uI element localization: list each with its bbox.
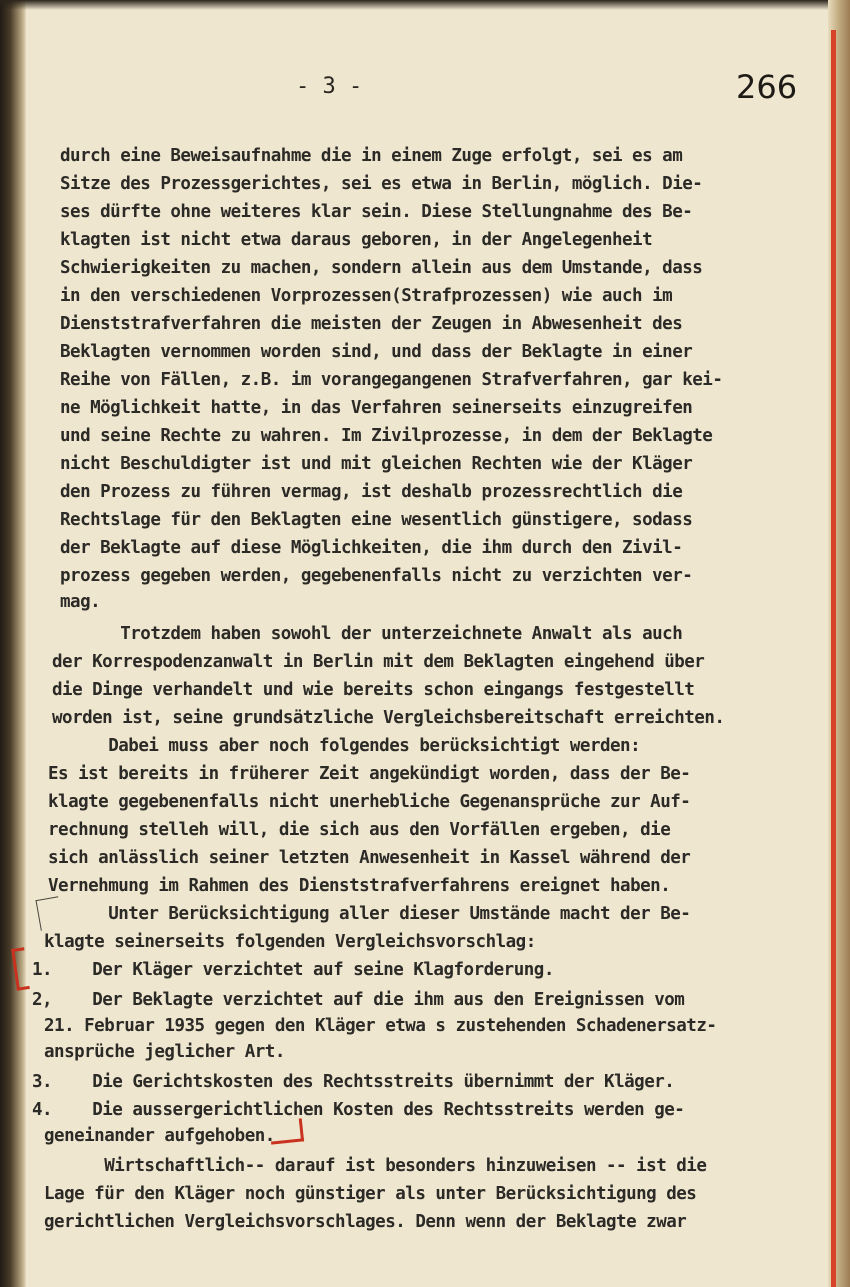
body-line: durch eine Beweisaufnahme die in einem Zuge erfolgt, sei es am: [60, 146, 683, 166]
body-line: klagte gegebenenfalls nicht unerhebliche Gegenansprüche zur Auf-: [48, 792, 691, 812]
body-line: sich anlässlich seiner letzten Anwesenheit in Kassel während der: [48, 848, 691, 868]
body-line: der Beklagte auf diese Möglichkeiten, die ihm durch den Zivil-: [60, 538, 683, 558]
red-margin-rule: [831, 30, 836, 1287]
book-binding-shadow: [0, 0, 26, 1287]
body-line: den Prozess zu führen vermag, ist deshalb prozessrechtlich die: [60, 482, 683, 502]
body-line: Lage für den Kläger noch günstiger als unter Berücksichtigung des: [44, 1184, 697, 1204]
body-line: gerichtlichen Vergleichsvorschlages. Denn wenn der Beklagte zwar: [44, 1212, 687, 1232]
body-line: Trotzdem haben sowohl der unterzeichnete Anwalt als auch: [60, 624, 683, 644]
body-line: Wirtschaftlich-- darauf ist besonders hinzuweisen -- ist die: [44, 1156, 707, 1176]
body-line: nicht Beschuldigter ist und mit gleichen Rechten wie der Kläger: [60, 454, 693, 474]
body-line: klagte seinerseits folgenden Vergleichsvorschlag:: [44, 932, 536, 952]
body-line: mag.: [60, 592, 101, 612]
page-number: - 3 -: [296, 74, 363, 99]
body-line: Schwierigkeiten zu machen, sondern allein aus dem Umstande, dass: [60, 258, 703, 278]
body-line: Es ist bereits in früherer Zeit angekündigt worden, dass der Be-: [48, 764, 691, 784]
body-line: Rechtslage für den Beklagten eine wesentlich günstigere, sodass: [60, 510, 693, 530]
body-line: Sitze des Prozessgerichtes, sei es etwa in Berlin, möglich. Die-: [60, 174, 703, 194]
body-line: die Dinge verhandelt und wie bereits schon eingangs festgestellt: [52, 680, 695, 700]
body-line: und seine Rechte zu wahren. Im Zivilprozesse, in dem der Beklagte: [60, 426, 713, 446]
body-line: der Korrespodenzanwalt in Berlin mit dem Beklagten eingehend über: [52, 652, 705, 672]
body-line: 21. Februar 1935 gegen den Kläger etwa s zustehenden Schadenersatz-: [44, 1016, 717, 1036]
body-line: 1. Der Kläger verzichtet auf seine Klagforderung.: [32, 960, 554, 980]
body-line: Vernehmung im Rahmen des Dienststrafverfahrens ereignet haben.: [48, 876, 671, 896]
folio-number: 266: [736, 68, 798, 106]
body-line: Dabei muss aber noch folgendes berücksichtigt werden:: [48, 736, 641, 756]
body-line: Dienststrafverfahren die meisten der Zeugen in Abwesenheit des: [60, 314, 683, 334]
body-line: 2, Der Beklagte verzichtet auf die ihm aus den Ereignissen vom: [32, 990, 685, 1010]
body-line: 3. Die Gerichtskosten des Rechtsstreits übernimmt der Kläger.: [32, 1072, 675, 1092]
body-line: 4. Die aussergerichtlichen Kosten des Rechtsstreits werden ge-: [32, 1100, 685, 1120]
page-top-edge: [0, 0, 850, 10]
body-line: ses dürfte ohne weiteres klar sein. Diese Stellungnahme des Be-: [60, 202, 693, 222]
body-line: Unter Berücksichtigung aller dieser Umstände macht der Be-: [48, 904, 691, 924]
body-line: worden ist, seine grundsätzliche Vergleichsbereitschaft erreichten.: [52, 708, 725, 728]
body-line: ansprüche jeglicher Art.: [44, 1042, 285, 1062]
body-line: klagten ist nicht etwa daraus geboren, in der Angelegenheit: [60, 230, 653, 250]
pencil-bracket-mark: [35, 896, 63, 931]
body-line: prozess gegeben werden, gegebenenfalls nicht zu verzichten ver-: [60, 566, 693, 586]
body-line: ne Möglichkeit hatte, in das Verfahren seinerseits einzugreifen: [60, 398, 693, 418]
body-line: rechnung stelleh will, die sich aus den Vorfällen ergeben, die: [48, 820, 671, 840]
body-line: in den verschiedenen Vorprozessen(Strafprozessen) wie auch im: [60, 286, 673, 306]
body-line: Beklagten vernommen worden sind, und dass der Beklagte in einer: [60, 342, 693, 362]
red-bracket-close-mark: [269, 1118, 304, 1144]
body-line: Reihe von Fällen, z.B. im vorangegangenen Strafverfahren, gar kei-: [60, 370, 723, 390]
body-line: geneinander aufgehoben.: [44, 1126, 275, 1146]
